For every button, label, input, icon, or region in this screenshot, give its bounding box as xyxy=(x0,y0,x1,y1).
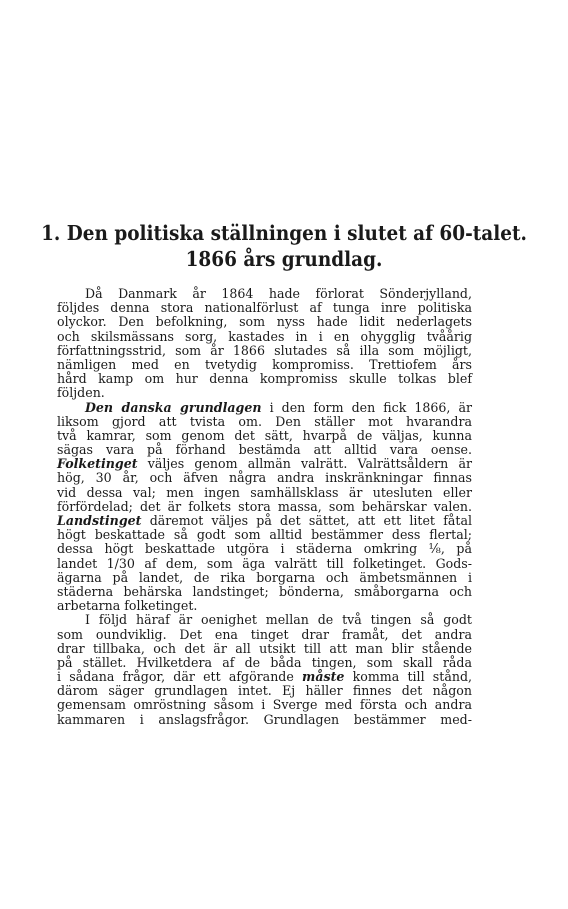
paragraph-3-line: gemensam omröstning såsom i Sverge med första och andra xyxy=(57,697,472,713)
emphasis: måste xyxy=(302,669,345,685)
paragraph-1-line: hård kamp om hur denna kompromiss skulle tolkas blef xyxy=(57,371,472,387)
paragraph-2-line: hög, 30 år, och äfven några andra inskränkningar finnas xyxy=(57,470,472,486)
paragraph-3-line: därom säger grundlagen intet. Ej häller finnes det någon xyxy=(57,683,472,699)
paragraph-2-line: städerna behärska landstinget; bönderna, småborgarna och xyxy=(57,583,472,599)
paragraph-3-line: drar tillbaka, och det är all utsikt till att man blir stående xyxy=(57,640,472,656)
paragraph-3-line: som oundviklig. Det ena tinget drar framåt, det andra xyxy=(57,626,472,642)
paragraph-1-line: författningsstrid, som år 1866 slutades så illa som möjligt, xyxy=(57,342,472,358)
emphasis: Landstinget xyxy=(57,513,142,528)
paragraph-2-line: arbetarna folketinget. xyxy=(57,598,198,614)
paragraph-2-line: högt beskattade så godt som alltid bestämmer dess flertal; xyxy=(57,527,472,543)
paragraph-2-line: landet 1/30 af dem, som äga valrätt till folketinget. Gods- xyxy=(57,555,472,571)
paragraph-1-line: nämligen med en tvetydig kompromiss. Trettiofem års xyxy=(57,356,472,372)
paragraph-2-line: ägarna på landet, de rika borgarna och ämbetsmännen i xyxy=(57,569,472,585)
paragraph-2-line: sägas vara på förhand bestämda att alltid vara oense. xyxy=(57,442,472,458)
chapter-heading: 1. Den politiska ställningen i slutet af 60-talet. xyxy=(41,221,527,245)
paragraph-1-line: Då Danmark år 1864 hade förlorat Sönderjylland, xyxy=(85,286,472,301)
paragraph-3-line: på stället. Hvilketdera af de båda tingen, som skall råda xyxy=(57,654,472,670)
paragraph-2-line: vid dessa val; men ingen samhällsklass är utesluten eller xyxy=(57,484,472,500)
body-text xyxy=(57,287,472,727)
paragraph-2-line: liksom gjord att tvista om. Den ställer mot hvarandra xyxy=(57,413,472,429)
paragraph-2-line xyxy=(57,457,472,471)
text-run: däremot väljes på det sättet, att ett litet fåtal xyxy=(141,513,472,528)
paragraph-2-line: dessa högt beskattade utgöra i städerna omkring ⅛, på xyxy=(57,541,472,557)
paragraph-2-line: förfördelad; det är folkets stora massa, som behärskar valen. xyxy=(57,498,472,514)
paragraph-3-line xyxy=(57,670,472,684)
paragraph-2-line xyxy=(57,514,472,528)
paragraph-1-line: följden. xyxy=(57,385,105,401)
emphasis: Den danska grundlagen xyxy=(85,399,262,415)
text-run: komma till stånd, xyxy=(344,669,473,685)
chapter-subheading: 1866 års grundlag. xyxy=(185,247,383,271)
paragraph-2-line xyxy=(57,401,472,415)
paragraph-1-line: följdes denna stora nationalförlust af tunga inre politiska xyxy=(57,300,472,316)
emphasis: Folketinget xyxy=(57,456,138,472)
paragraph-3-line: I följd häraf är oenighet mellan de två tingen så godt xyxy=(85,612,472,628)
text-run: väljes genom allmän valrätt. Valrättsåldern är xyxy=(137,456,472,472)
paragraph-2-line: två kamrar, som genom det sätt, hvarpå de väljas, kunna xyxy=(57,427,472,443)
paragraph-1-line: och skilsmässans sorg, kastades in i en ohygglig tvåårig xyxy=(57,328,472,344)
text-run: i sådana frågor, där ett afgörande xyxy=(57,669,303,685)
text-run: i den form den fick 1866, är xyxy=(261,399,472,415)
paragraph-3-line: kammaren i anslagsfrågor. Grundlagen bestämmer med- xyxy=(57,711,472,727)
paragraph-1-line: olyckor. Den befolkning, som nyss hade lidit nederlagets xyxy=(57,314,472,330)
